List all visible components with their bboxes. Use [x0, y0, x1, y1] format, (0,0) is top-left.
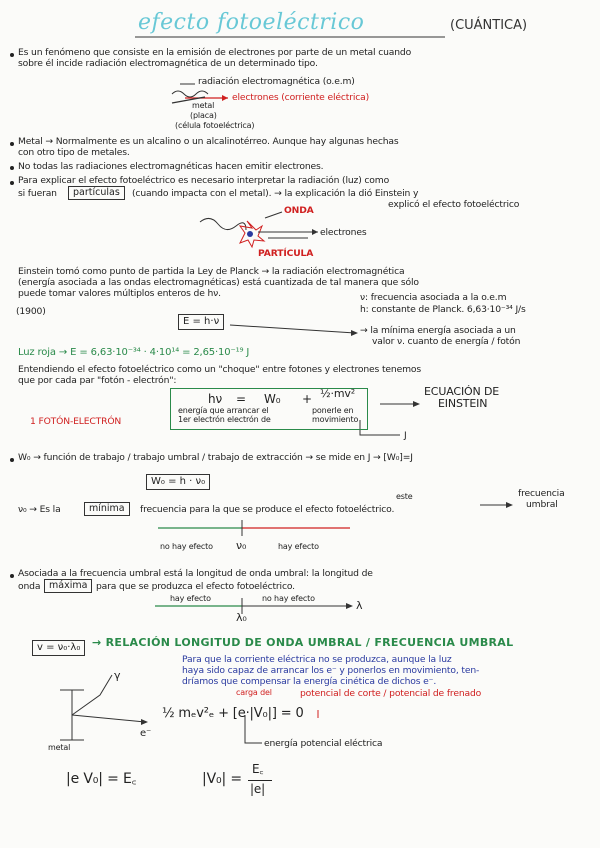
page-title: efecto fotoeléctrico	[138, 10, 365, 35]
radiation-label: radiación electromagnética (o.e.m)	[198, 76, 355, 87]
equation-name-2: EINSTEIN	[438, 397, 488, 410]
electric-pe-label: energía potencial eléctrica	[264, 738, 383, 749]
bullet	[10, 166, 14, 170]
explain-line2a: si fueran	[18, 188, 57, 199]
effect-freq: hay efecto	[278, 542, 319, 551]
plus-sign: +	[302, 392, 312, 406]
year-label: (1900)	[16, 306, 46, 317]
min-energy-line2: valor ν. cuanto de energía / fotón	[372, 336, 521, 347]
minimum-box: mínima	[84, 502, 130, 516]
effect-lambda: hay efecto	[170, 594, 211, 603]
explain-line2b: (cuando impacta con el metal). → la explicación la dió Einstein y	[132, 188, 419, 199]
electrons-out-label: electrones	[320, 227, 367, 238]
relation-box: v = ν₀·λ₀	[32, 640, 85, 656]
bullet	[10, 142, 14, 146]
w0-term: W₀	[264, 392, 281, 406]
equation-name-1: ECUACIÓN DE	[424, 385, 500, 398]
charge-label: carga del	[236, 688, 272, 697]
electron-label: e⁻	[140, 728, 152, 739]
understand-line2: que por cada par "fotón - electrón":	[18, 375, 177, 386]
work-function-line: W₀ → función de trabajo / trabajo umbral / trabajo de extracción → se mide en J → [W₀]=J	[18, 452, 413, 463]
planck-formula-box: E = h·ν	[178, 314, 224, 330]
potential-label: potencial de corte / potencial de frenado	[300, 688, 482, 699]
page-subtitle: (CUÁNTICA)	[450, 18, 528, 33]
ke-desc1: ponerle en	[312, 406, 354, 415]
intro-line2: sobre él incide radiación electromagnética de un determinado tipo.	[18, 58, 318, 69]
ke-desc2: movimiento	[312, 415, 359, 424]
unit-j: J	[404, 430, 407, 441]
stopping-line3: dríamos que compensar la energía cinética de dichos e⁻.	[182, 676, 437, 687]
final-formula-1: |e V₀| = E꜀	[66, 771, 137, 787]
lambda-end: λ	[356, 599, 363, 612]
min-energy-line1: → la mínima energía asociada a un	[360, 325, 516, 336]
relation-heading: → RELACIÓN LONGITUD DE ONDA UMBRAL / FRECUENCIA UMBRAL	[92, 636, 514, 649]
stopping-line2: haya sido capaz de arrancar los e⁻ y ponerlos en movimiento, ten-	[182, 665, 480, 676]
lambda0-marker: λ₀	[236, 611, 247, 624]
intro-line1: Es un fenómeno que consiste en la emisión de electrones por parte de un metal cuando	[18, 47, 412, 58]
bullet	[10, 574, 14, 578]
this-note: este	[396, 492, 413, 501]
electrons-label: electrones (corriente eléctrica)	[232, 92, 370, 103]
metal-electron-diagram	[60, 675, 148, 740]
threshold-freq-2: umbral	[526, 499, 558, 510]
no-effect-lambda: no hay efecto	[262, 594, 315, 603]
w0-desc1: energía que arrancar el	[178, 406, 269, 415]
nu-definition: ν: frecuencia asociada a la o.e.m	[360, 292, 507, 303]
hv-term: hν	[208, 392, 223, 406]
explain-line1: Para explicar el efecto fotoeléctrico es necesario interpretar la radiación (luz) como	[18, 175, 390, 186]
lambda0-line1: Asociada a la frecuencia umbral está la longitud de onda umbral: la longitud de	[18, 568, 373, 579]
final-formula-2-left: |V₀| =	[202, 771, 242, 787]
metal-label-2: metal	[48, 743, 71, 752]
einstein-line1: Einstein tomó como punto de partida la Ley de Planck → la radiación electromagnética	[18, 266, 405, 277]
wave-particle-diagram	[200, 212, 318, 247]
nu0-line-a: ν₀ → Es la	[18, 504, 61, 515]
w0-desc2: 1er electrón electrón de	[178, 415, 271, 424]
lambda0-line2b: para que se produzca el efecto fotoeléctrico.	[96, 581, 295, 592]
wave-label: ONDA	[284, 205, 314, 216]
metal-label: metal	[192, 101, 215, 110]
plate-label: (placa)	[190, 111, 217, 120]
stopping-line1: Para que la corriente eléctrica no se produzca, aunque la luz	[182, 654, 452, 665]
metal-note-line1: Metal → Normalmente es un alcalino o un alcalinotérreo. Aunque hay algunas hechas	[18, 136, 399, 147]
nu0-marker: ν₀	[236, 539, 247, 552]
equals-sign: =	[236, 392, 246, 406]
gamma-label: γ	[114, 669, 121, 682]
not-all-text: No todas las radiaciones electromagnéticas hacen emitir electrones.	[18, 161, 324, 172]
einstein-line3: puede tomar valores múltiplos enteros de hν.	[18, 288, 221, 299]
no-effect-freq: no hay efecto	[160, 542, 213, 551]
lambda0-line2a: onda	[18, 581, 41, 592]
fraction-bar	[248, 780, 272, 781]
bullet	[10, 181, 14, 185]
metal-note-line2: con otro tipo de metales.	[18, 147, 130, 158]
kinetic-term: ½·mv²	[320, 387, 356, 400]
einstein-line2: (energía asociada a las ondas electromagnéticas) está cuantizada de tal manera que sólo	[18, 277, 419, 288]
maximum-box: máxima	[44, 579, 92, 593]
cell-label: (célula fotoeléctrica)	[175, 121, 255, 130]
understand-line1: Entendiendo el efecto fotoeléctrico como un "choque" entre fotones y electrones tenemos	[18, 364, 421, 375]
red-light-calc: Luz roja → E = 6,63·10⁻³⁴ · 4·10¹⁴ = 2,65·10⁻¹⁹ J	[18, 347, 250, 358]
particle-label: PARTÍCULA	[258, 248, 314, 259]
particles-box: partículas	[68, 186, 125, 200]
threshold-freq-1: frecuencia	[518, 488, 565, 499]
final-formula-2-den: |e|	[250, 782, 266, 796]
stopping-equation: ½ mₑv²ₑ + [e·|V₀|] = 0	[162, 706, 304, 721]
final-formula-2-num: E꜀	[252, 762, 264, 776]
work-function-box: W₀ = h · ν₀	[146, 474, 210, 490]
nu0-line-b: frecuencia para la que se produce el efecto fotoeléctrico.	[140, 504, 395, 515]
explain-line3: explicó el efecto fotoeléctrico	[388, 199, 520, 210]
photon-electron-label: 1 FOTÓN-ELECTRÓN	[30, 416, 122, 427]
bullet	[10, 458, 14, 462]
h-definition: h: constante de Planck. 6,63·10⁻³⁴ J/s	[360, 304, 526, 315]
bullet	[10, 53, 14, 57]
